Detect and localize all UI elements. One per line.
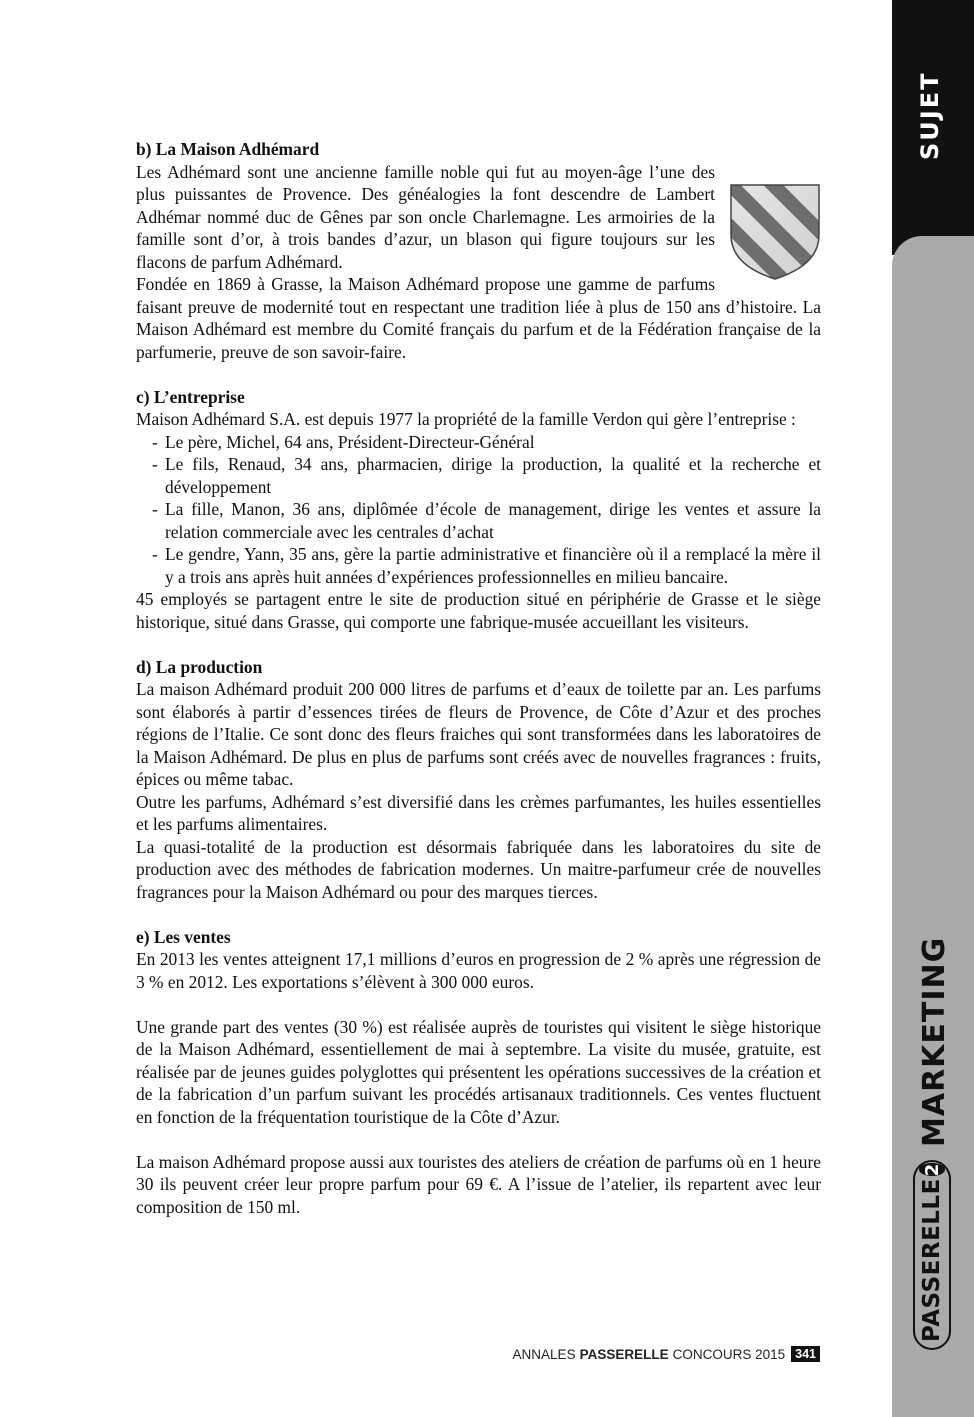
page-number: 341 bbox=[791, 1346, 820, 1362]
page-footer bbox=[513, 1346, 820, 1362]
paragraph: Les Adhémard sont une ancienne famille noble qui fut au moyen-âge l’une des plus puissantes de Provence. Des généalogies la font descendre de Lambert Adhémar nommé duc de Gênes par son oncle Charlemagne. Les armoiries de la famille sont d’or, à trois bandes d’azur, un blason qui figure toujours sur les flacons de parfum Adhémard. bbox=[136, 161, 715, 272]
passerelle-logo bbox=[913, 1160, 951, 1350]
shield-icon bbox=[729, 183, 821, 281]
footer-prefix: ANNALES bbox=[512, 1346, 576, 1362]
paragraph: Une grande part des ventes (30 %) est réalisée auprès de touristes qui visitent le siège historique de la Maison Adhémard, essentiellement de mai à septembre. La visite du musée, gratuite, est réalisée par de jeunes guides polyglottes qui présentent les opérations successives de la création et de la fabrication d’un parfum suivant les procédés artisanaux traditionnels. Ces ventes fluctuent en fonction de la fréquentation touristique de la Côte d’Azur. bbox=[136, 1016, 821, 1127]
logo-text: PASSERELLE bbox=[919, 1178, 945, 1342]
section-heading-e: e) Les ventes bbox=[136, 926, 231, 947]
footer-suffix: CONCOURS 2015 bbox=[672, 1346, 786, 1362]
section-label: SUJET bbox=[916, 71, 944, 160]
section-heading-c: c) L’entreprise bbox=[136, 386, 245, 407]
section-heading-b: b) La Maison Adhémard bbox=[136, 139, 320, 159]
list-item: - Le gendre, Yann, 35 ans, gère la partie administrative et financière où il a remplacé la mère il y a trois ans après huit années d’expériences professionnelles en milieu bancaire. bbox=[152, 543, 821, 588]
paragraph: Outre les parfums, Adhémard s’est diversifié dans les crèmes parfumantes, les huiles essentielles et les parfums alimentaires. bbox=[136, 791, 821, 834]
footer-brand: PASSERELLE bbox=[579, 1346, 669, 1362]
document-body bbox=[136, 138, 821, 1218]
paragraph: La quasi-totalité de la production est désormais fabriquée dans les laboratoires du site de production avec des méthodes de fabrication modernes. Un maitre-parfumeur crée de nouvelles fragrances pour la Maison Adhémard ou pour des marques tierces. bbox=[136, 836, 821, 902]
logo-number: 2 bbox=[919, 1163, 945, 1176]
list-item: - Le fils, Renaud, 34 ans, pharmacien, dirige la production, la qualité et la recherche et développement bbox=[152, 453, 821, 498]
list-item: - Le père, Michel, 64 ans, Président-Directeur-Général bbox=[152, 431, 821, 454]
paragraph: Maison Adhémard S.A. est depuis 1977 la propriété de la famille Verdon qui gère l’entreprise : bbox=[136, 409, 796, 429]
subject-label: MARKETING bbox=[917, 936, 952, 1147]
list-item: - La fille, Manon, 36 ans, diplômée d’école de management, dirige les ventes et assure la relation commerciale avec les centrales d’achat bbox=[152, 498, 821, 543]
paragraph: En 2013 les ventes atteignent 17,1 millions d’euros en progression de 2 % après une régression de 3 % en 2012. Les exportations s’élèvent à 300 000 euros. bbox=[136, 949, 821, 992]
paragraph: Fondée en 1869 à Grasse, la Maison Adhémard propose une gamme de parfums faisant preuve de modernité tout en respectant une tradition liée à plus de 150 ans d’histoire. La Maison Adhémard est membre du Comité français du parfum et de la Fédération française de la parfumerie, preuve de son savoir-faire. bbox=[136, 274, 821, 362]
paragraph: La maison Adhémard produit 200 000 litres de parfums et d’eaux de toilette par an. Les parfums sont élaborés à partir d’essences tirées de fleurs de Provence, de Côte d’Azur et des proches régions de l’Italie. Ce sont donc des fleurs fraiches qui sont transformées dans les laboratoires de la Maison Adhémard. De plus en plus de parfums sont créés avec de nouvelles fragrances : fruits, épices ou même tabac. bbox=[136, 679, 821, 789]
section-heading-d: d) La production bbox=[136, 656, 263, 677]
family-list bbox=[136, 431, 821, 589]
paragraph: La maison Adhémard propose aussi aux touristes des ateliers de création de parfums où en 1 heure 30 ils peuvent créer leur propre parfum pour 69 €. A l’issue de l’atelier, ils repartent avec leur composition de 150 ml. bbox=[136, 1151, 821, 1217]
paragraph: 45 employés se partagent entre le site de production situé en périphérie de Grasse et le siège historique, situé dans Grasse, qui comporte une fabrique-musée accueillant les visiteurs. bbox=[136, 589, 821, 632]
